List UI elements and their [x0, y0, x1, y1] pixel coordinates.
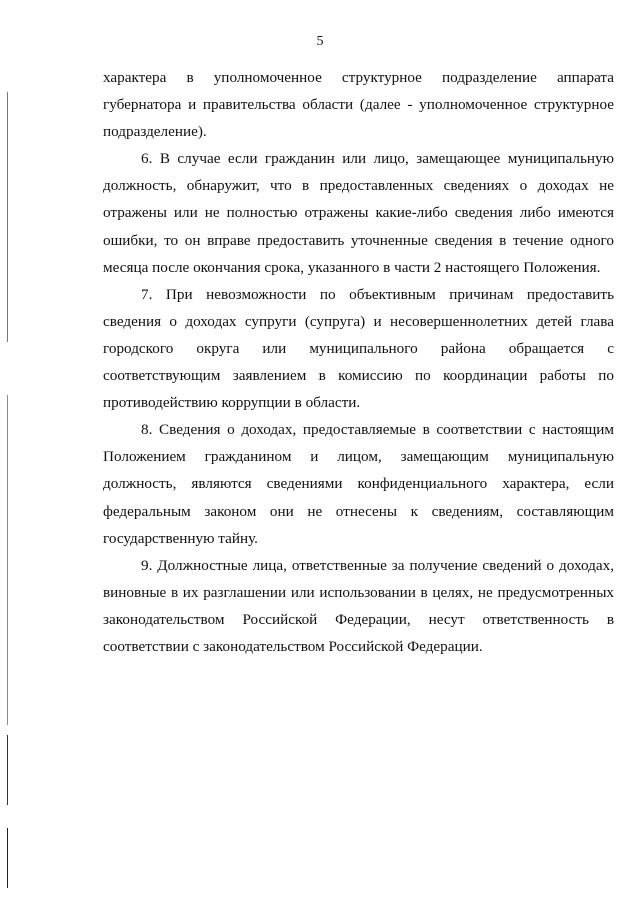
- paragraph-item-7: 7. При невозможности по объективным причинам предоставить сведения о доходах супруги (супруга) и несовершеннолетних детей глава городского округа или муниципального района обращается с соответствующим заявлением в комиссию по координации работы по противодействию коррупции в области.: [103, 285, 614, 412]
- scan-edge-mark: [7, 92, 8, 342]
- paragraph-item-8: 8. Сведения о доходах, предоставляемые в соответствии с настоящим Положением гражданином и лицом, замещающим муниципальную должность, являются сведениями конфиденциального характера, если федеральным законом они не отнесены к сведениям, составляющим государственную тайну.: [103, 421, 614, 547]
- scan-edge-mark: [7, 828, 8, 888]
- page-number: 5: [316, 34, 324, 49]
- scan-edge-mark: [7, 735, 8, 805]
- paragraph-item-9: 9. Должностные лица, ответственные за получение сведений о доходах, виновные в их разглашении или использовании в целях, не предусмотренных законодательством Российской Федерации, несут ответственность в соответствии с законодательством Российской Федерации.: [103, 556, 614, 655]
- paragraph-item-6: 6. В случае если гражданин или лицо, замещающее муниципальную должность, обнаружит, что в предоставленных сведениях о доходах не отражены или не полностью отражены какие-либо сведения либо имеются ошибки, то он вправе предоставить уточненные сведения в течение одного месяца после окончания срока, указанного в части 2 настоящего Положения.: [103, 150, 614, 276]
- scan-edge-mark: [7, 395, 8, 725]
- paragraph-continuation: характера в уполномоченное структурное подразделение аппарата губернатора и правительства области (далее - уполномоченное структурное подразделение).: [103, 69, 614, 141]
- document-body: [103, 64, 614, 660]
